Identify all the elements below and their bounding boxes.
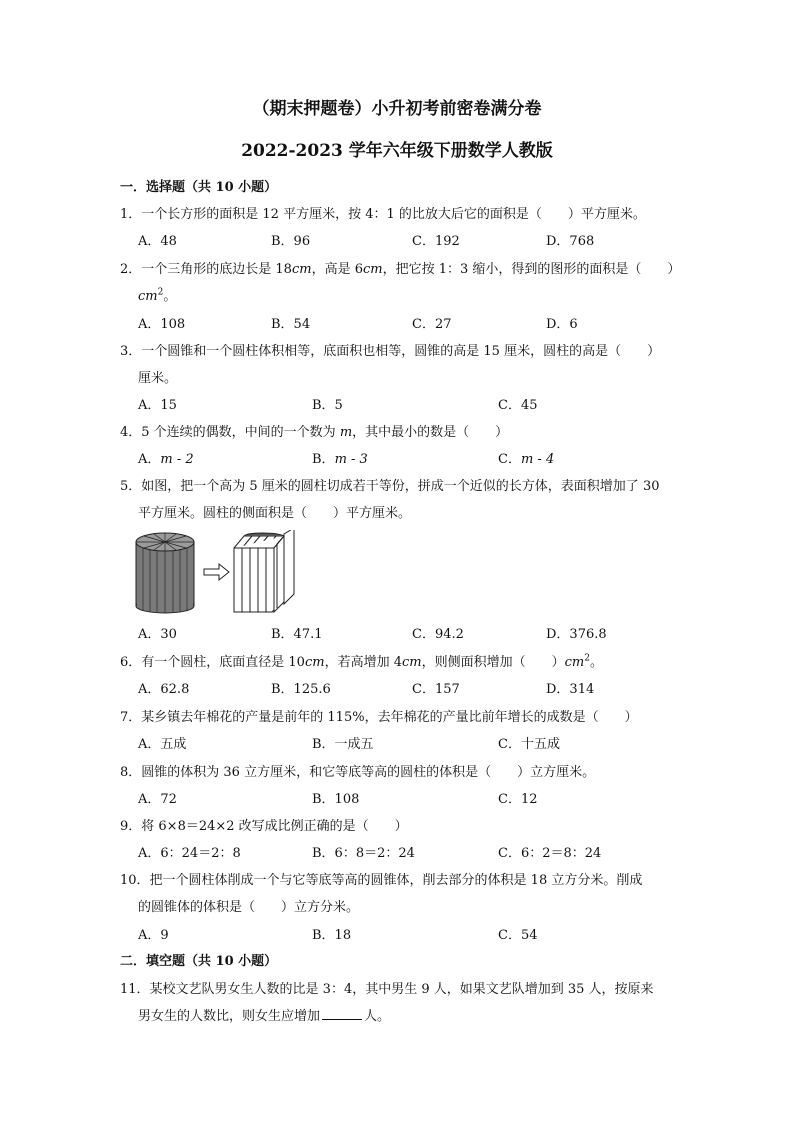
q3-option-c: C．45: [498, 398, 538, 413]
question-4: [120, 421, 508, 440]
q6-unit: cm: [564, 655, 585, 670]
q5-option-d: D．376.8: [546, 627, 607, 642]
q4-variable: m: [339, 425, 353, 440]
q4-text-part1: 4．5 个连续的偶数，中间的一个数为: [120, 425, 340, 440]
q7-option-a: A．五成: [138, 737, 187, 752]
q1-option-d: D．768: [546, 234, 595, 249]
q9-option-a: A．6：24＝2：8: [138, 846, 241, 861]
q4-option-b-label: B．: [312, 452, 335, 467]
q11-text-part1: 男女生的人数比，则女生应增加: [138, 1009, 321, 1024]
q6-option-b: B．125.6: [271, 682, 331, 697]
page-title: （期末押题卷）小升初考前密卷满分卷: [252, 99, 542, 119]
q11-text-part2: 人。: [364, 1009, 391, 1024]
q6-text-part3: ，则侧面积增加（ ）: [421, 655, 565, 670]
page-subtitle: 2022-2023 学年六年级下册数学人教版: [241, 141, 553, 161]
q2-superscript: 2: [157, 287, 164, 298]
q6-unit: cm: [304, 655, 325, 670]
q4-text-part2: ，其中最小的数是（ ）: [352, 425, 509, 440]
q8-option-b: B．108: [312, 792, 360, 807]
q2-text-part2: ，高是 6: [311, 262, 363, 277]
q6-unit: cm: [401, 655, 422, 670]
q4-option-c-label: C．: [498, 452, 521, 467]
q6-option-d: D．314: [546, 682, 595, 697]
question-8: 8．圆锥的体积为 36 立方厘米，和它等底等高的圆柱的体积是（ ）立方厘米。: [120, 765, 596, 780]
q2-option-d: D．6: [546, 317, 578, 332]
right-arrow-icon: [204, 564, 229, 580]
q6-text-part1: 6．有一个圆柱，底面直径是 10: [120, 655, 305, 670]
section-heading-choice: 一．选择题（共 10 小题）: [120, 180, 278, 195]
q2-unit: cm: [362, 262, 383, 277]
q10-option-b: B．18: [312, 928, 352, 943]
q7-option-c: C．十五成: [498, 737, 560, 752]
q2-option-b: B．54: [271, 317, 311, 332]
question-5: 5．如图，把一个高为 5 厘米的圆柱切成若干等份，拼成一个近似的长方体，表面积增加了 30: [120, 479, 660, 494]
question-6: [120, 651, 603, 670]
q1-option-c: C．192: [412, 234, 460, 249]
sliced-cylinder-icon: [136, 533, 194, 613]
question-10-continued: 的圆锥体的体积是（ ）立方分米。: [138, 900, 360, 915]
q2-option-a: A．108: [138, 317, 186, 332]
q4-option-c-value: m - 4: [520, 452, 555, 467]
q6-end-punct: 。: [589, 655, 603, 670]
q2-unit: cm: [291, 262, 312, 277]
q4-option-b-value: m - 3: [334, 452, 368, 467]
q2-option-c: C．27: [412, 317, 452, 332]
question-2-continued: [138, 285, 176, 304]
q5-option-b: B．47.1: [271, 627, 323, 642]
question-7: 7．某乡镇去年棉花的产量是前年的 115%，去年棉花的产量比前年增长的成数是（ ）: [120, 710, 638, 725]
answer-blank[interactable]: [322, 1007, 362, 1020]
q2-unit: cm: [138, 289, 158, 304]
q9-option-b: B．6：8＝2：24: [312, 846, 415, 861]
q4-option-b: [312, 448, 368, 467]
q3-option-a: A．15: [138, 398, 177, 413]
q6-option-a: A．62.8: [138, 682, 190, 697]
q10-option-a: A．9: [138, 928, 169, 943]
question-11: 11．某校文艺队男女生人数的比是 3：4，其中男生 9 人，如果文艺队增加到 35 人，按原来: [120, 982, 654, 997]
section-heading-fill: 二．填空题（共 10 小题）: [120, 954, 278, 969]
q1-option-b: B．96: [271, 234, 311, 249]
q2-end-punct: 。: [163, 289, 177, 304]
q7-option-b: B．一成五: [312, 737, 374, 752]
question-2: [120, 258, 680, 277]
q5-option-c: C．94.2: [412, 627, 464, 642]
question-9: 9．将 6×8＝24×2 改写成比例正确的是（ ）: [120, 819, 408, 834]
q8-option-a: A．72: [138, 792, 177, 807]
question-3-continued: 厘米。: [138, 371, 178, 386]
question-3: 3．一个圆锥和一个圆柱体积相等，底面积也相等，圆锥的高是 15 厘米，圆柱的高是（ ）: [120, 344, 661, 359]
question-11-continued: [138, 1005, 390, 1024]
q4-option-a-label: A．: [138, 452, 161, 467]
q3-option-b: B．5: [312, 398, 343, 413]
q4-option-a-value: m - 2: [160, 452, 194, 467]
q9-option-c: C．6：2＝8：24: [498, 846, 602, 861]
q6-option-c: C．157: [412, 682, 460, 697]
cylinder-figure: [134, 530, 334, 614]
rearranged-slices-icon: [234, 530, 294, 612]
question-10: 10．把一个圆柱体削成一个与它等底等高的圆锥体，削去部分的体积是 18 立方分米。削成: [120, 873, 643, 888]
q5-option-a: A．30: [138, 627, 177, 642]
question-5-continued: 平方厘米。圆柱的侧面积是（ ）平方厘米。: [138, 506, 412, 521]
q6-text-part2: ，若高增加 4: [324, 655, 402, 670]
q6-superscript: 2: [584, 653, 590, 664]
q2-text-part3: ，把它按 1：3 缩小，得到的图形的面积是（ ）: [382, 262, 681, 277]
q8-option-c: C．12: [498, 792, 538, 807]
question-1: 1．一个长方形的面积是 12 平方厘米，按 4：1 的比放大后它的面积是（ ）平方厘米。: [120, 207, 646, 222]
q2-text-part1: 2．一个三角形的底边长是 18: [120, 262, 292, 277]
q10-option-c: C．54: [498, 928, 538, 943]
q1-option-a: A．48: [138, 234, 177, 249]
q4-option-c: [498, 448, 554, 467]
q4-option-a: [138, 448, 194, 467]
